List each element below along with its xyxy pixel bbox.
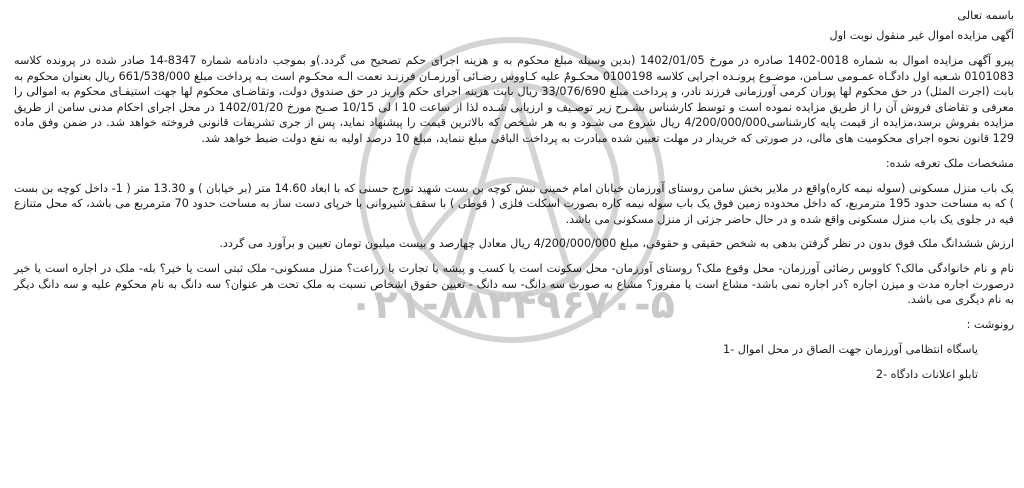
notice-title: آگهی مزایده اموال غیر منقول نوبت اول <box>829 29 1014 42</box>
valuation-paragraph: ارزش ششدانگ ملک فوق بدون در نظر گرفتن بدهی به شخص حقیقی و حقوقی، مبلغ 4/200/000/000 ریال معادل چهارصد و بیست میلیون تومان تعیین و برآورد می گردد. <box>219 237 1014 251</box>
specs-paragraph: یک باب منزل مسکونی (سوله نیمه کاره)واقع در ملایر بخش سامن روستای آورزمان خیابان امام خمینی نبش کوچه بن بست شهید تورج حسنی که با ابعاد 14.60 متر (بر خیابان ) و 13.30 متر ( 1- داخل کوچه بن بست ) که به مساحت حدود 195 مترمربع، که داخل محدوده زمین فوق یک باب سوله نیمه کاره بصورت اسکلت فلزی ( قوطی ) با سقف شیروانی با خرپای دست ساز به مساحت حدود 70 مترمربع می باشد، که محل متنازع فیه در جلوی یک باب منزل مسکونی واقع شده و در حال حاضر جزئی از منزل مسکونی می باشد. <box>14 181 1014 226</box>
owner-paragraph: نام و نام خانوادگی مالک؟ کاووس رضائی آورزمان- محل وقوع ملک؟ روستای آورزمان- محل سکونت است یا کسب و پیشه یا تجارت یا زراعت؟ منزل مسکونی- ملک ثبتی است یا خیر؟ بله- ملک در اجاره است یا خیر درصورت اجاره مدت و میزن اجاره ؟در اجاره نمی باشد- مشاع است یا مفروز؟ مشاع به صورت سه دانگ- سه دانگ - تعیین حقوق اشخاص نسبت به ملک تحت هر عنوان؟ سه دانگ به نام محکوم علیه و سه دانگ دیگر به نام دیگری می باشد. <box>14 261 1014 307</box>
copies-heading: رونوشت : <box>966 317 1014 331</box>
copy-item: یاسگاه انتظامی آورزمان جهت الصاق در محل اموال -1 <box>723 342 978 356</box>
specs-heading: مشخصات ملک تعرفه شده: <box>885 156 1014 170</box>
intro-paragraph: پیرو آگهی مزایده اموال به شماره 0018-1402 صادره در مورخ 1402/01/05 (بدین وسیله مبلغ محکوم به و هزینه اجرای حکم تصحیح می گردد.)و بموجب دادنامه شماره 8347-14 صادر شده در پرونده کلاسه 0101083 شـعبه اول دادگـاه عمـومی سـامن، موضـوع پرونـده اجرایی کلاسه 0100198 محکـومٌ علیه کـاووس رضـائی آورزمـان فرزنـد نعمت الـه محکـوم است بـه پرداخت مبلغ 661/538/000 ریال بعنوان محکوم به بابت (اجرت المثل) در حق محکوم لها پوران کرمی آورزمانی فرزند نادر، و پرداخت مبلغ 33/076/690 ریال بابت هزینه اجرای حکم واریز در حق صندوق دولت، وتقاضـای محکوم لها جهت استیفـای محکوم به اموالی را معرفی و تقاضای فروش آن را از طریق مزایده نموده است و توسط کارشناس بشـرح زیر توصـیف و ارزیابی شـده لذا از ساعت 10 ا لی 10/15 صـبح مورخ 1402/01/20 در محل اجرای احکام مدنی سامن از طریق مزایده بفروش برسد،مزایده از قیمت پایه کارشناسی4/200/000/000 ریال شروع می شـود و به هر شـخص که بالاترین قیمت را پیشنهاد نماید، پس از جری تشریفات قانونی فروخته خواهد شد. در ضمن وفق ماده 129 قانون نحوه اجرای محکومیت های مالی، در صورتی که خریدار در مهلت تعیین شده مبادرت به پرداخت الباقی مبلغ ننماید، مبلغ 10 درصد اولیه به نفع دولت ضبط خواهد شد. <box>14 54 1015 145</box>
watermark-phone: ۰۲۱-۸۸۳۴۹۶۷۰-۵ <box>348 282 676 328</box>
basmala: باسمه تعالی <box>957 9 1014 22</box>
copy-item: تابلو اعلانات دادگاه -2 <box>875 367 978 381</box>
